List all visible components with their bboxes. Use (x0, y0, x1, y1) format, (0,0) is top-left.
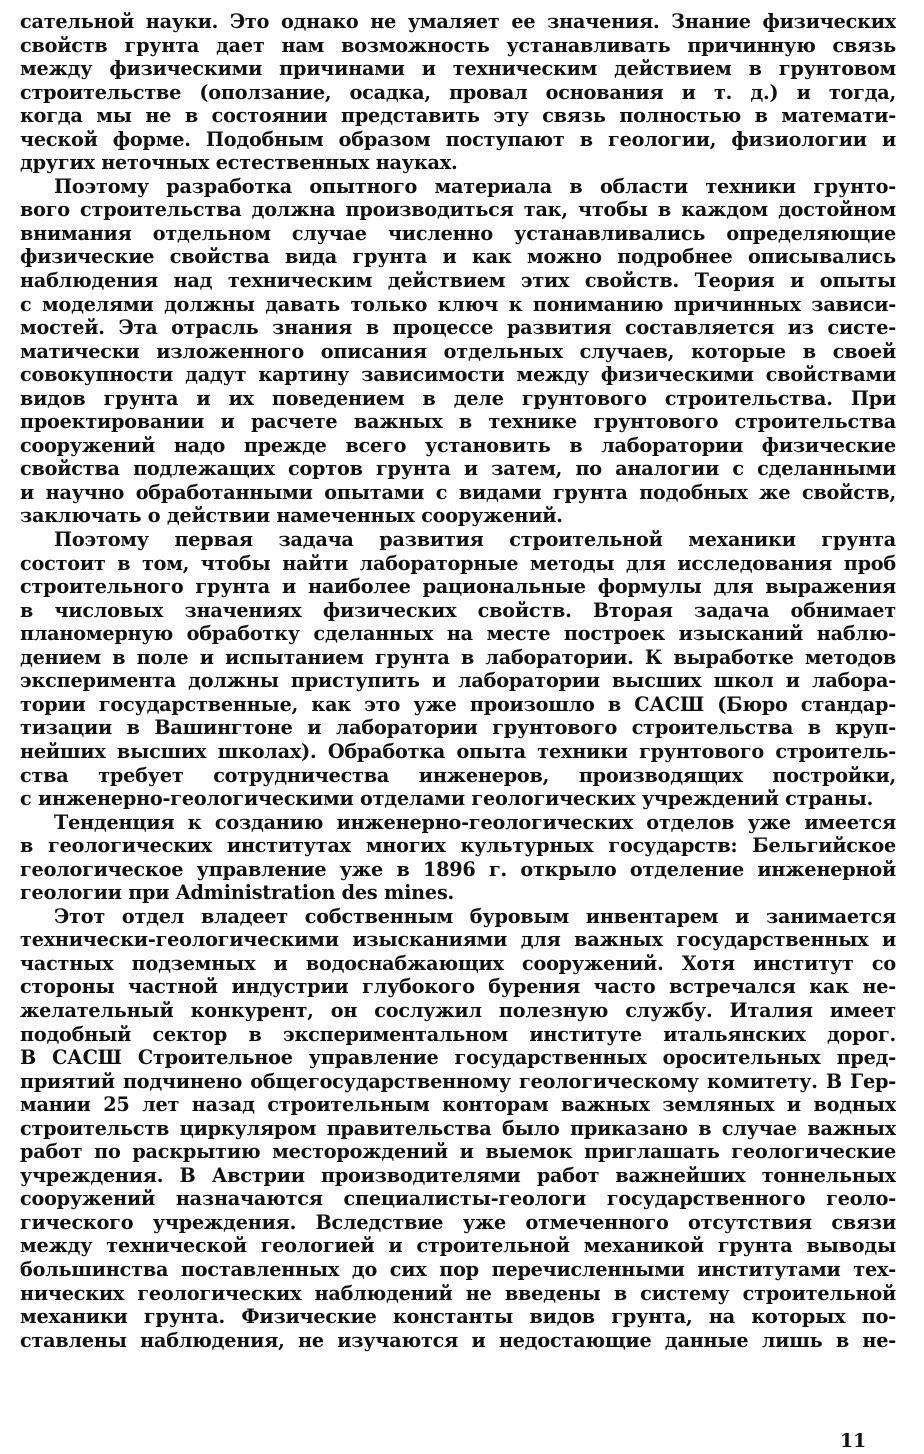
text-line: гического учреждения. Вследствие уже отмеченного отсутствия связи (20, 1210, 896, 1234)
text-line: частных подземных и водоснабжающих сооружений. Хотя институт со (20, 951, 896, 975)
text-line: технически-геологическими изысканиями для важных государственных и (20, 928, 896, 952)
text-line: между физическими причинами и техническим действием в грунтовом (20, 57, 896, 81)
text-line: механики грунта. Физические константы видов грунта, на которых по- (20, 1305, 896, 1329)
text-line: планомерную обработку сделанных на месте построек изысканий наблю- (20, 622, 896, 646)
text-line: эксперимента должны приступить и лаборатории высших школ и лабора- (20, 669, 896, 693)
text-line: с инженерно-геологическими отделами геологических учреждений страны. (20, 787, 874, 811)
text-line: мостей. Эта отрасль знания в процессе развития составляется из систе- (20, 316, 896, 340)
text-line: нейших высших школах). Обработка опыта техники грунтового строитель- (20, 739, 896, 763)
text-line: проектировании и расчете важных в технике грунтового строительства (20, 410, 896, 434)
text-line: состоит в том, чтобы найти лабораторные методы для исследования проб (20, 551, 896, 575)
text-line: дением в поле и испытанием грунта в лаборатории. К выработке методов (20, 645, 896, 669)
paragraph (20, 811, 896, 905)
text-line: внимания отдельном случае численно устанавливались определяющие (20, 221, 896, 245)
text-line: строительстве (оползание, осадка, провал основания и т. д.) и тогда, (20, 80, 896, 104)
text-line: физические свойства вида грунта и как можно подробнее описывались (20, 245, 896, 269)
text-line: в числовых значениях физических свойств. Вторая задача обнимает (20, 598, 896, 622)
paragraph (20, 175, 896, 528)
text-line: геологии при Administration des mines. (20, 881, 455, 905)
paragraph (20, 528, 896, 811)
text-line: заключать о действии намеченных сооружений. (20, 504, 563, 528)
text-line: тории государственные, как это уже произошло в САСШ (Бюро стандар- (20, 692, 896, 716)
text-line: Поэтому первая задача развития строительной механики грунта (54, 528, 896, 552)
text-line: приятий подчинено общегосударственному геологическому комитету. В Гер- (20, 1069, 896, 1093)
text-line: свойств грунта дает нам возможность устанавливать причинную связь (20, 33, 896, 57)
text-line: других неточных естественных науках. (20, 151, 458, 175)
text-line: В САСШ Строительное управление государственных оросительных пред- (20, 1046, 896, 1070)
text-line: тизации в Вашингтоне и лаборатории грунтового строительства в круп- (20, 716, 896, 740)
text-line: Тенденция к созданию инженерно-геологических отделов уже имеется (54, 810, 896, 834)
text-line: наблюдения над техническим действием этих свойств. Теория и опыты (20, 269, 896, 293)
text-line: вого строительства должна производиться так, чтобы в каждом достойном (20, 198, 896, 222)
paragraph (20, 905, 896, 1352)
text-line: Поэтому разработка опытного материала в области техники грунто- (54, 174, 896, 198)
text-line: желательный конкурент, он сослужил полезную службу. Италия имеет (20, 998, 896, 1022)
text-line: между технической геологией и строительной механикой грунта выводы (20, 1234, 896, 1258)
document-page (20, 10, 896, 1452)
text-line: стороны частной индустрии глубокого бурения часто встречался как не- (20, 975, 896, 999)
text-line: ческой форме. Подобным образом поступают в геологии, физиологии и (20, 127, 896, 151)
page-number: 11 (839, 1430, 866, 1452)
text-line: геологическое управление уже в 1896 г. открыло отделение инженерной (20, 857, 896, 881)
body-text (20, 10, 896, 1352)
text-line: и научно обработанными опытами с видами грунта подобных же свойств, (20, 480, 896, 504)
text-line: сооружений назначаются специалисты-геологи государственного геоло- (20, 1187, 896, 1211)
text-line: строительного грунта и наиболее рациональные формулы для выражения (20, 575, 896, 599)
text-line: видов грунта и их поведением в деле грунтового строительства. При (20, 386, 896, 410)
text-line: сательной науки. Это однако не умаляет ее значения. Знание физических (20, 10, 896, 33)
text-line: с моделями должны давать только ключ к пониманию причинных зависи- (20, 292, 896, 316)
text-line: мании 25 лет назад строительным конторам важных земляных и водных (20, 1093, 896, 1117)
text-line: строительств циркуляром правительства было приказано в случае важных (20, 1116, 896, 1140)
text-line: совокупности дадут картину зависимости между физическими свойствами (20, 363, 896, 387)
text-line: работ по раскрытию месторождений и выемок приглашать геологические (20, 1140, 896, 1164)
text-line: сооружений надо прежде всего установить в лаборатории физические (20, 433, 896, 457)
text-line: ставлены наблюдения, не изучаются и недостающие данные лишь в не- (20, 1328, 896, 1352)
text-line: нических геологических наблюдений не введены в систему строительной (20, 1281, 896, 1305)
text-line: матически изложенного описания отдельных случаев, которые в своей (20, 339, 896, 363)
text-line: Этот отдел владеет собственным буровым инвентарем и занимается (54, 904, 896, 928)
text-line: ства требует сотрудничества инженеров, производящих постройки, (20, 763, 896, 787)
text-line: подобный сектор в экспериментальном институте итальянских дорог. (20, 1022, 896, 1046)
text-line: в геологических институтах многих культурных государств: Бельгийское (20, 834, 896, 858)
text-line: большинства поставленных до сих пор перечисленными институтами тех- (20, 1257, 896, 1281)
text-line: учреждения. В Австрии производителями работ важнейших тоннельных (20, 1163, 896, 1187)
text-line: свойства подлежащих сортов грунта и затем, по аналогии с сделанными (20, 457, 896, 481)
text-line: когда мы не в состоянии представить эту связь полностью в математи- (20, 104, 896, 128)
paragraph (20, 10, 896, 175)
